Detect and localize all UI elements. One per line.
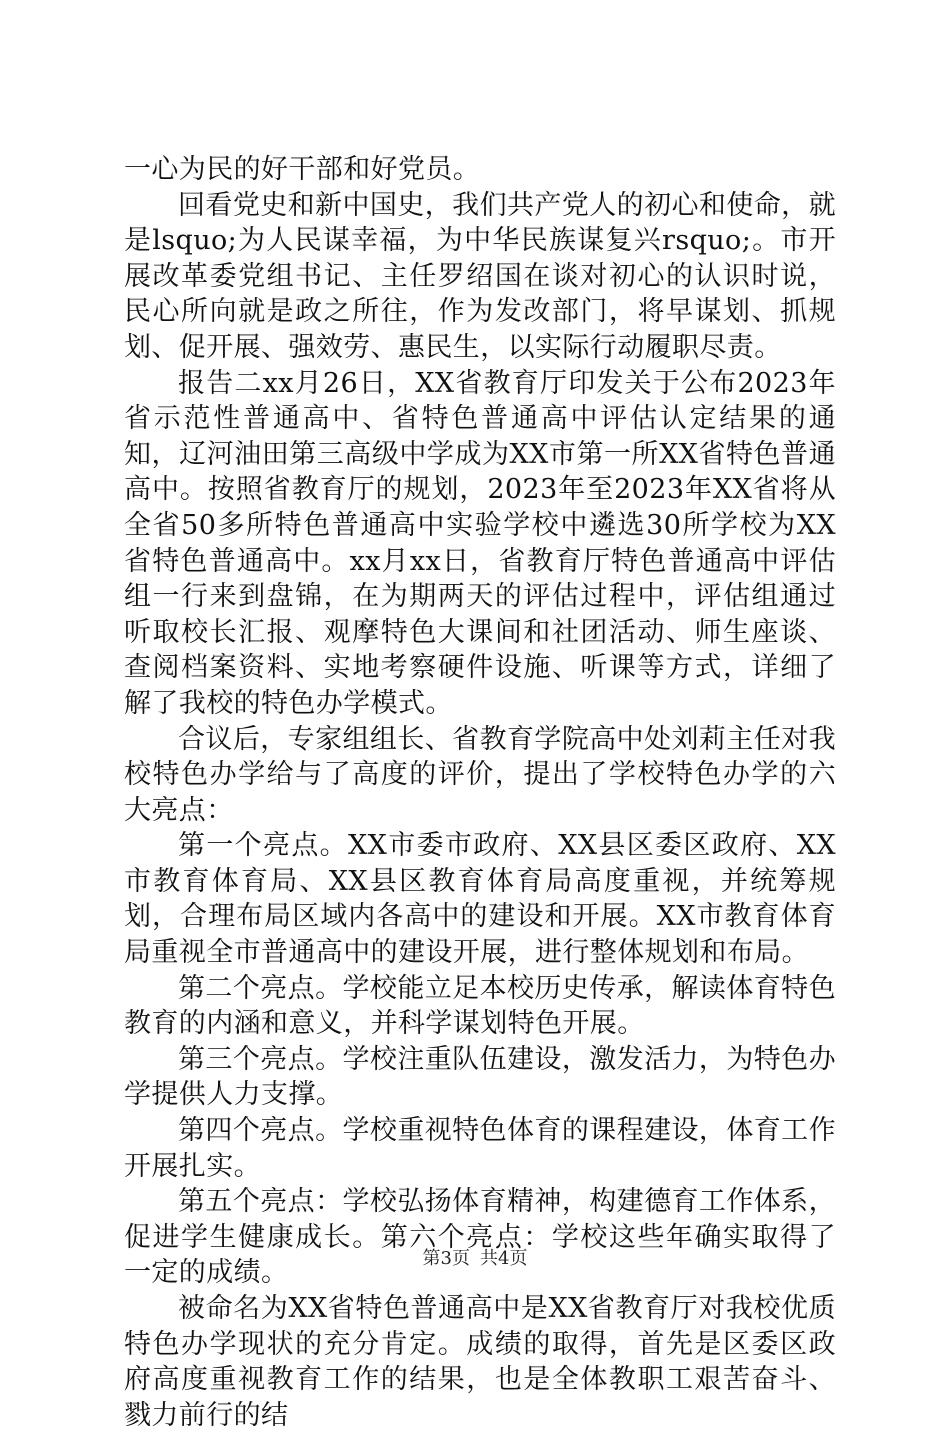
paragraph-5: 第一个亮点。XX市委市政府、XX县区委区政府、XX市教育体育局、XX县区教育体育局高度重视，并统筹规划，合理布局区域内各高中的建设和开展。XX市教育体育局重视全市普通高中的建设开展，进行整体规划和布局。 [124, 830, 836, 969]
paragraph-4: 合议后，专家组组长、省教育学院高中处刘莉主任对我校特色办学给与了高度的评价，提出了学校特色办学的六大亮点： [124, 723, 836, 826]
paragraph-1: 一心为民的好干部和好党员。 [124, 154, 481, 185]
page-total: 共4页 [480, 1248, 528, 1269]
paragraph-6: 第二个亮点。学校能立足本校历史传承，解读体育特色教育的内涵和意义，并科学谋划特色开展。 [124, 972, 836, 1040]
paragraph-8: 第四个亮点。学校重视特色体育的课程建设，体育工作开展扎实。 [124, 1115, 836, 1182]
paragraph-7: 第三个亮点。学校注重队伍建设，激发活力，为特色办学提供人力支撑。 [124, 1043, 836, 1111]
paragraph-9: 第五个亮点：学校弘扬体育精神，构建德育工作体系，促进学生健康成长。第六个亮点：学校这些年确实取得了一定的成绩。 [124, 1186, 836, 1289]
paragraph-10: 被命名为XX省特色普通高中是XX省教育厅对我校优质特色办学现状的充分肯定。成绩的取得，首先是区委区政府高度重视教育工作的结果，也是全体教职工艰苦奋斗、戮力前行的结 [124, 1293, 836, 1431]
paragraph-2: 回看党史和新中国史，我们共产党人的初心和使命，就是lsquo;为人民谋幸福，为中华民族谋复兴rsquo;。市开展改革委党组书记、主任罗绍国在谈对初心的认识时说，民心所向就是政之所往，作为发改部门，将早谋划、抓规划、促开展、强效劳、惠民生，以实际行动履职尽责。 [124, 189, 836, 363]
page-footer [0, 1244, 950, 1270]
document-body [124, 152, 836, 1433]
page-number: 第3页 [422, 1248, 470, 1269]
paragraph-3: 报告二xx月26日，XX省教育厅印发关于公布2023年省示范性普通高中、省特色普通高中评估认定结果的通知，辽河油田第三高级中学成为XX市第一所XX省特色普通高中。按照省教育厅的规划，2023年至2023年XX省将从全省50多所特色普通高中实验学校中遴选30所学校为XX省特色普通高中。xx月xx日，省教育厅特色普通高中评估组一行来到盘锦，在为期两天的评估过程中，评估组通过听取校长汇报、观摩特色大课间和社团活动、师生座谈、查阅档案资料、实地考察硬件设施、听课等方式，详细了解了我校的特色办学模式。 [124, 367, 836, 719]
